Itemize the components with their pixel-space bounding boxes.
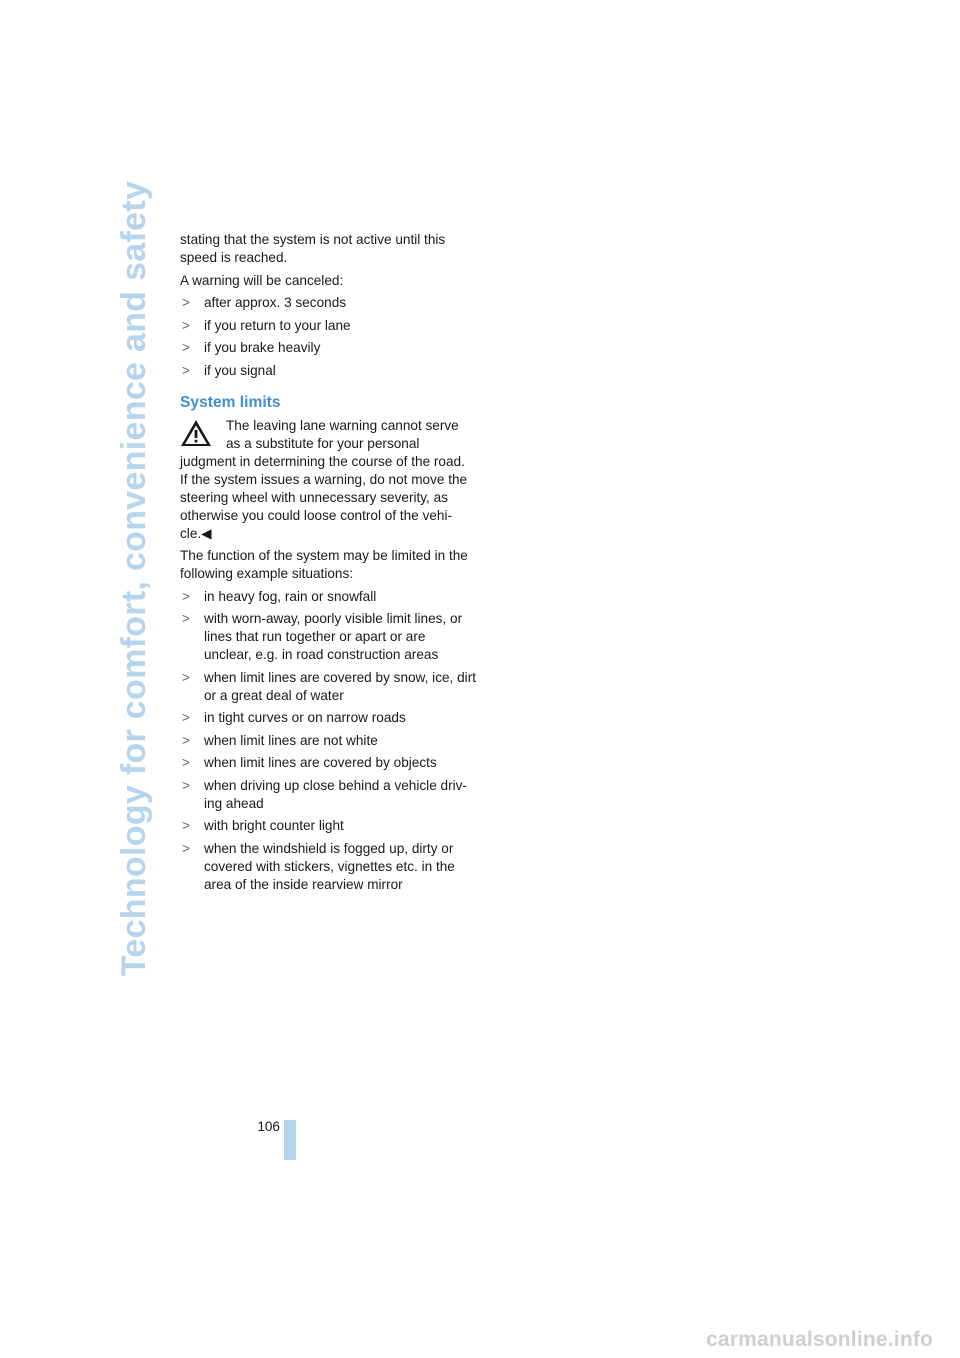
list-item: > if you brake heavily xyxy=(182,340,321,355)
list-item: > when driving up close behind a vehicle driv-ing ahead xyxy=(182,777,467,811)
list-item: > in heavy fog, rain or snowfall xyxy=(182,588,377,604)
list-item: > if you return to your lane xyxy=(182,317,351,333)
bullet-marker-icon: > xyxy=(182,669,190,685)
list-item: > when limit lines are covered by objects xyxy=(182,755,437,770)
bullet-marker-icon: > xyxy=(182,340,190,355)
limits-list xyxy=(180,588,476,894)
intro-continuation: stating that the system is not active until this speed is reached. xyxy=(180,232,446,265)
list-item: > when limit lines are not white xyxy=(182,732,378,748)
bullet-marker-icon: > xyxy=(182,588,190,604)
list-item: > with worn-away, poorly visible limit lines, or lines that run together or apart or are unclear, e.g. in road construction areas xyxy=(182,611,463,662)
bullet-marker-icon: > xyxy=(182,818,190,833)
cancel-heading: A warning will be canceled: xyxy=(180,272,344,288)
main-content xyxy=(180,231,476,898)
list-item: > when the windshield is fogged up, dirty or covered with stickers, vignettes etc. in the area of the inside rearview mirror xyxy=(182,840,455,892)
list-item: > if you signal xyxy=(182,362,276,378)
page-number-bar xyxy=(284,1120,296,1160)
bullet-marker-icon: > xyxy=(182,777,190,793)
warning-triangle-icon xyxy=(180,419,212,447)
function-intro: The function of the system may be limited in the following example situations: xyxy=(180,548,468,581)
bullet-marker-icon: > xyxy=(182,755,190,770)
list-item: > after approx. 3 seconds xyxy=(182,295,347,310)
section-heading: System limits xyxy=(180,393,281,411)
page-number: 106 xyxy=(257,1119,280,1134)
list-item: > when limit lines are covered by snow, ice, dirt or a great deal of water xyxy=(182,669,476,703)
bullet-marker-icon: > xyxy=(182,840,190,856)
bullet-marker-icon: > xyxy=(182,732,190,748)
cancel-list xyxy=(180,294,476,380)
bullet-marker-icon: > xyxy=(182,317,190,333)
warning-text-1: The leaving lane warning cannot serve as a substitute for your personal judgment in determining the course of the road. xyxy=(180,417,465,469)
bullet-marker-icon: > xyxy=(182,710,190,725)
end-of-warning-icon: ◀ xyxy=(201,525,212,541)
warning-block xyxy=(180,417,476,543)
warning-text-2: If the system issues a warning, do not move the steering wheel with unnecessary severity, as otherwise you could loose control of the vehi-cle.◀ xyxy=(180,471,468,541)
list-item: > in tight curves or on narrow roads xyxy=(182,710,406,725)
bullet-marker-icon: > xyxy=(182,611,190,626)
bullet-marker-icon: > xyxy=(182,362,190,378)
side-chapter-title-text: Technology for comfort, convenience and safety xyxy=(115,180,154,976)
bullet-marker-icon: > xyxy=(182,295,190,310)
list-item: > with bright counter light xyxy=(182,818,344,833)
side-chapter-title xyxy=(113,180,157,976)
watermark: carmanualsonline.info xyxy=(706,1328,934,1351)
